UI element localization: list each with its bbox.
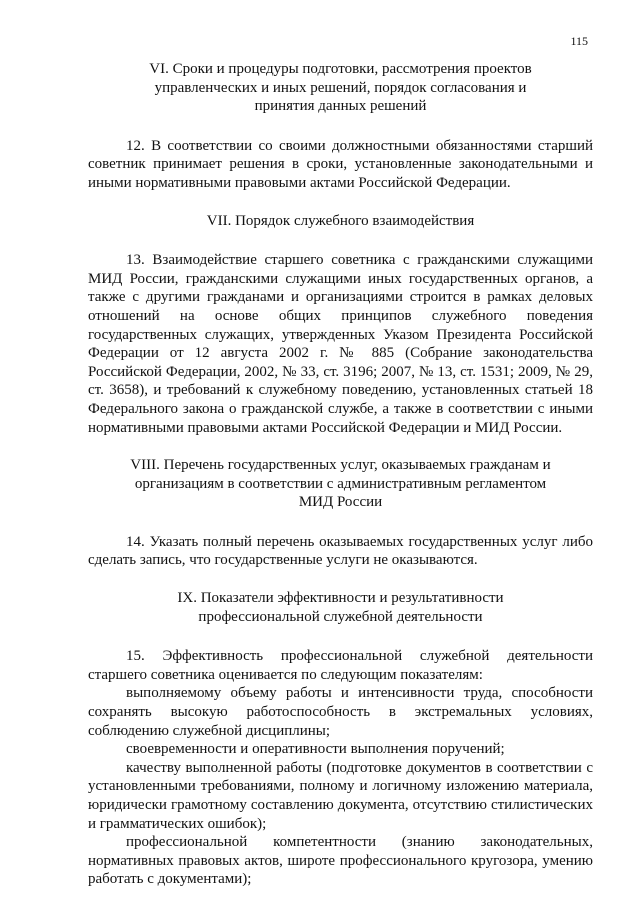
paragraph-15-item-workload: выполняемому объему работы и интенсивности труда, способности сохранять высокую работоспособность в экстремальных условиях, соблюдению служебной дисциплины; xyxy=(88,685,593,739)
section-6-heading: VI. Сроки и процедуры подготовки, рассмотрения проектов управленческих и иных решений, порядок согласования и принятия данных решений xyxy=(149,61,532,115)
paragraph-13: 13. Взаимодействие старшего советника с гражданскими служащими МИД России, гражданскими служащими иных государственных органов, а также с другими гражданами и организациями строится в рамках деловых отношений на основе общих принципов служебного поведения государственных служащих, утвержденных Указом Президента Российской Федерации от 12 августа 2002 г. № 885 (Собрание законодательства Российской Федерации, 2002, № 33, ст. 3196; 2007, № 13, ст. 1531; 2009, № 29, ст. 3658), и требований к служебному поведению, установленных статьей 18 Федерального закона о гражданской службе, а также в соответствии с иными нормативными правовыми актами Российской Федерации и МИД России. xyxy=(88,252,593,436)
section-8-heading: VIII. Перечень государственных услуг, оказываемых гражданам и организациям в соответствии с административным регламентом МИД России xyxy=(130,457,551,511)
paragraph-15-intro: 15. Эффективность профессиональной служебной деятельности старшего советника оценивается по следующим показателям: xyxy=(88,648,593,683)
paragraph-15-item-timeliness: своевременности и оперативности выполнения поручений; xyxy=(126,741,505,758)
section-7-heading: VII. Порядок служебного взаимодействия xyxy=(206,212,475,229)
paragraph-15-item-competence: профессиональной компетентности (знанию законодательных, нормативных правовых актов, широте профессионального кругозора, умению работать с документами); xyxy=(88,834,593,888)
section-9-heading: IX. Показатели эффективности и результативности профессиональной служебной деятельности xyxy=(177,590,504,625)
paragraph-14: 14. Указать полный перечень оказываемых государственных услуг либо сделать запись, что государственные услуги не оказываются. xyxy=(88,533,593,569)
paragraph-12: 12. В соответствии со своими должностными обязанностями старший советник принимает решения в сроки, установленные законодательными и иными нормативными правовыми актами Российской Федерации. xyxy=(88,137,593,191)
paragraph-15-item-quality: качеству выполненной работы (подготовке документов в соответствии с установленными требованиями, полному и логичному изложению материала, юридически грамотному составлению документа, отсутствию стилистических и грамматических ошибок); xyxy=(88,759,593,832)
document-body xyxy=(88,60,593,889)
page-number: 115 xyxy=(570,34,588,48)
